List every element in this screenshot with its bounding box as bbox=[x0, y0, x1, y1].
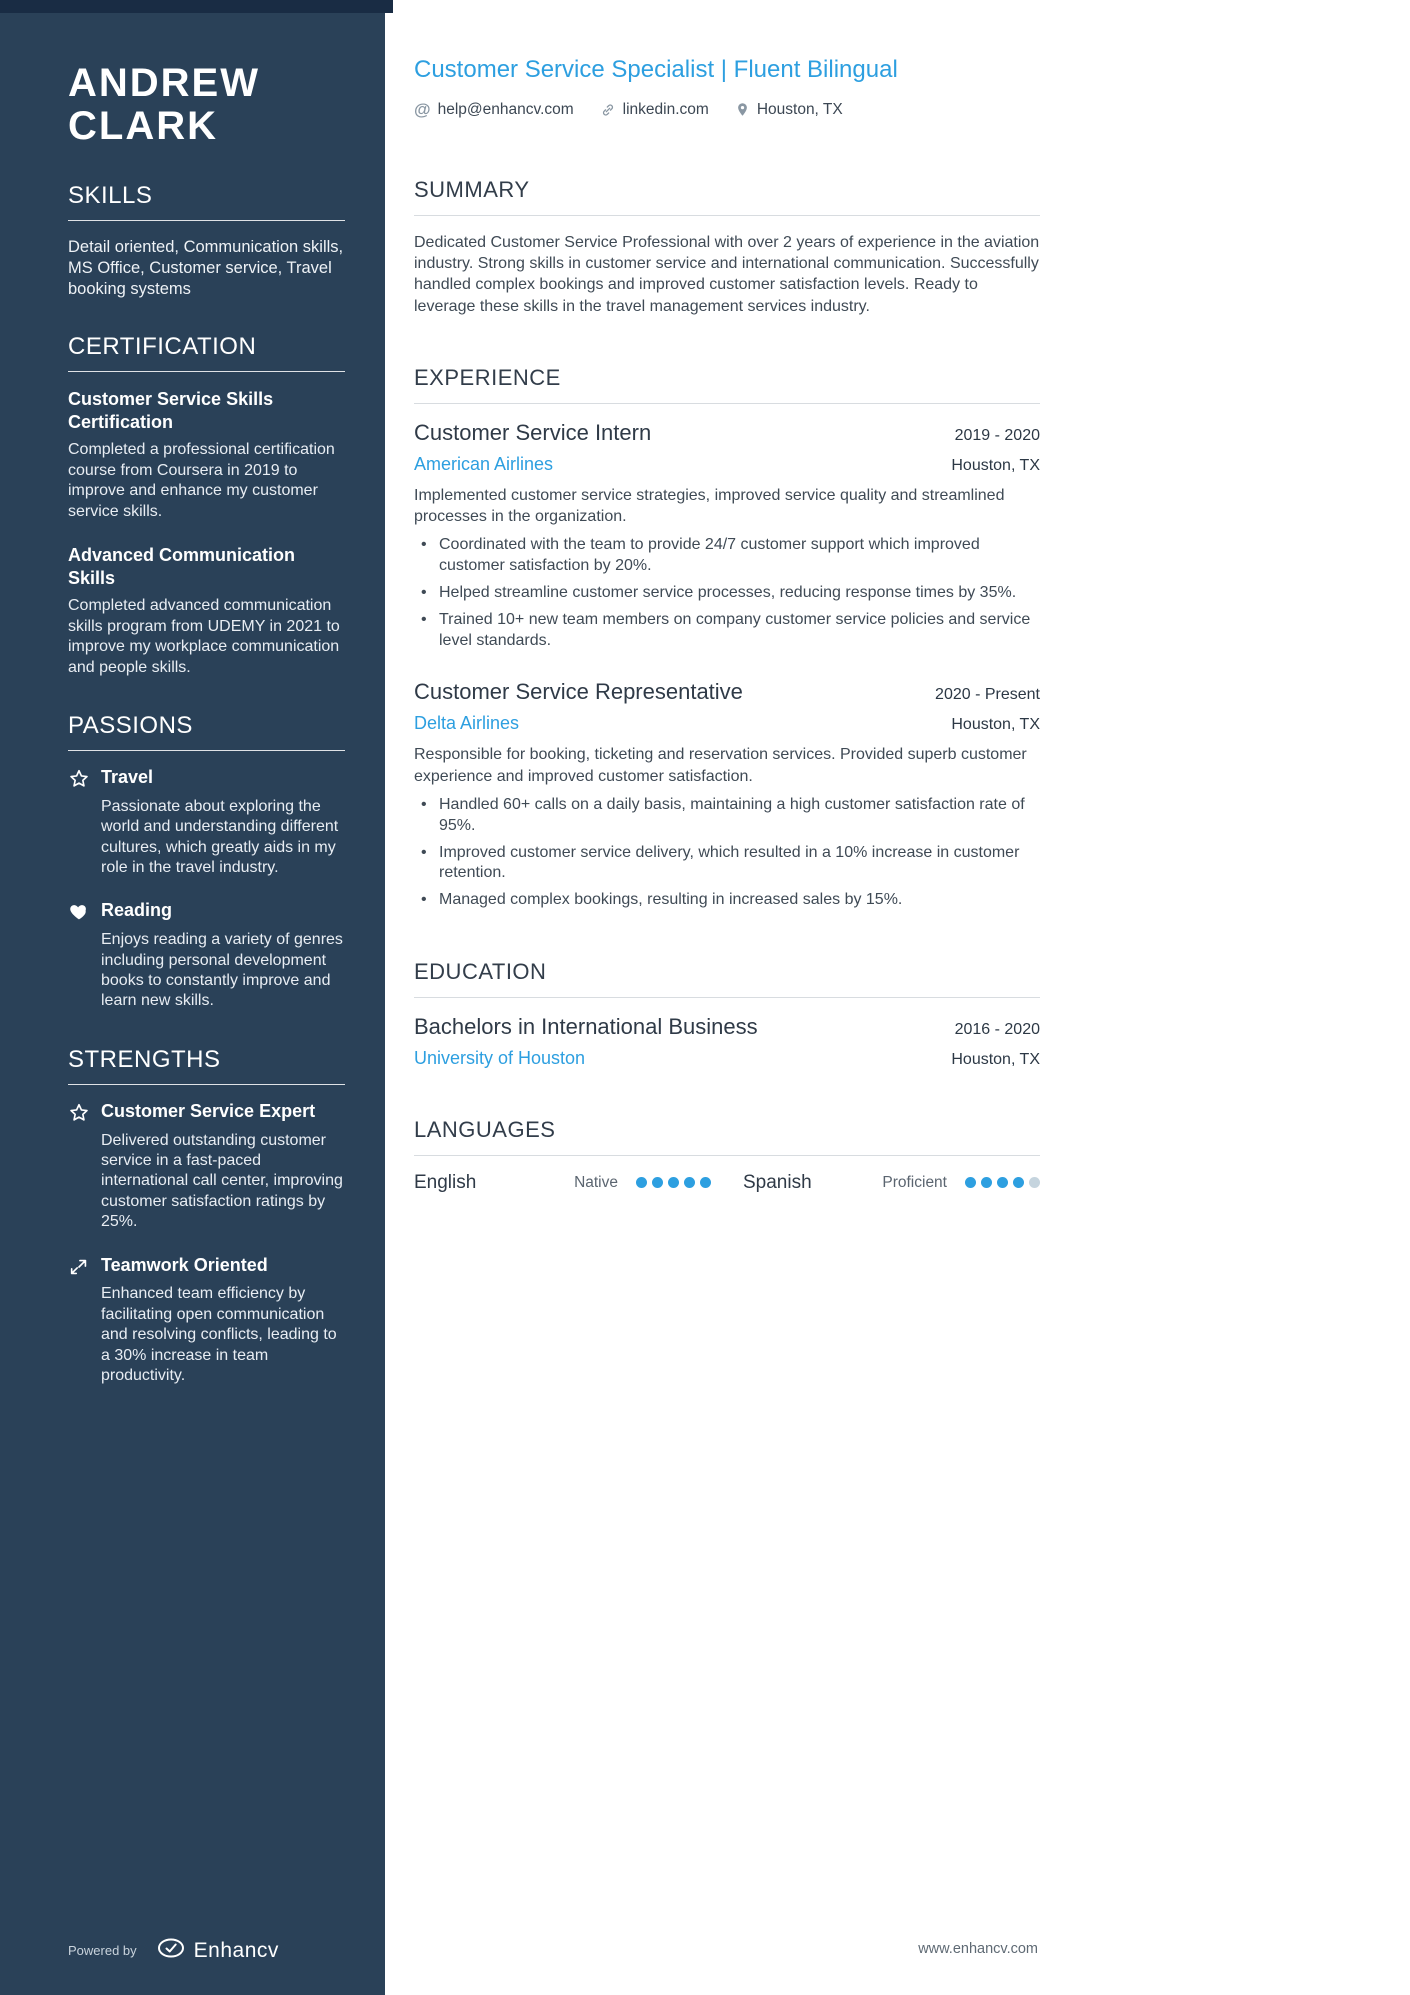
email-text: help@enhancv.com bbox=[437, 100, 574, 118]
job-company-row bbox=[414, 454, 1040, 475]
certification-description: Completed a professional certification course from Coursera in 2019 to improve and enhance my customer service skills. bbox=[68, 441, 335, 520]
job-bullet-list bbox=[414, 795, 1040, 911]
job-company-row bbox=[414, 713, 1040, 734]
job-bullet: • Coordinated with the team to provide 24/7 customer support which improved customer satisfaction by 20%. bbox=[414, 535, 1040, 577]
passion-title: Travel bbox=[101, 767, 154, 787]
section-summary bbox=[414, 177, 1040, 317]
section-languages bbox=[414, 1117, 1040, 1194]
rating-dot bbox=[965, 1177, 976, 1188]
passions-heading: PASSIONS bbox=[68, 712, 345, 751]
job-bullet: • Trained 10+ new team members on company customer service policies and service level standards. bbox=[414, 610, 1040, 652]
heart-icon bbox=[68, 900, 90, 1011]
passion-body bbox=[101, 900, 345, 1011]
certification-item bbox=[68, 388, 345, 522]
certification-item bbox=[68, 544, 345, 678]
location-pin-icon bbox=[735, 101, 750, 118]
job-summary: Responsible for booking, ticketing and reservation services. Provided superb customer experience and improved customer satisfaction. bbox=[414, 746, 1027, 785]
language-name: Spanish bbox=[743, 1171, 812, 1193]
enhancv-logo-icon bbox=[157, 1938, 185, 1963]
rating-dot bbox=[636, 1177, 647, 1188]
star-icon bbox=[68, 1101, 90, 1233]
linkedin-contact[interactable] bbox=[600, 101, 709, 119]
education-entry bbox=[414, 1014, 1040, 1069]
rating-dot bbox=[997, 1177, 1008, 1188]
link-icon bbox=[600, 102, 616, 118]
job-entry bbox=[414, 679, 1040, 911]
strengths-heading: STRENGTHS bbox=[68, 1046, 345, 1085]
education-dates: 2016 - 2020 bbox=[954, 1020, 1040, 1038]
job-dates: 2020 - Present bbox=[935, 686, 1040, 704]
resume-headline: Customer Service Specialist | Fluent Bilingual bbox=[414, 56, 898, 83]
main-column bbox=[385, 0, 1410, 1995]
education-school-row bbox=[414, 1048, 1040, 1069]
candidate-last-name: CLARK bbox=[68, 104, 218, 149]
language-item bbox=[743, 1172, 1040, 1194]
education-location: Houston, TX bbox=[951, 1050, 1040, 1068]
language-rating bbox=[636, 1177, 711, 1188]
education-heading: EDUCATION bbox=[414, 959, 1040, 998]
certification-description: Completed advanced communication skills program from UDEMY in 2021 to improve my workplace communication and people skills. bbox=[68, 597, 340, 676]
rating-dot bbox=[700, 1177, 711, 1188]
location-contact bbox=[735, 101, 843, 119]
rating-dot bbox=[1029, 1177, 1040, 1188]
section-education bbox=[414, 959, 1040, 1069]
job-summary: Implemented customer service strategies, improved service quality and streamlined processes in the organization. bbox=[414, 486, 1005, 526]
company-name: Delta Airlines bbox=[414, 713, 520, 734]
sidebar-top-strip bbox=[0, 0, 393, 13]
skills-heading: SKILLS bbox=[68, 182, 345, 221]
email-contact[interactable] bbox=[414, 101, 574, 119]
job-bullet: • Handled 60+ calls on a daily basis, maintaining a high customer satisfaction rate of 95%. bbox=[414, 795, 1040, 837]
powered-by-label: Powered by bbox=[68, 1943, 137, 1958]
strength-title: Customer Service Expert bbox=[101, 1100, 316, 1121]
candidate-name bbox=[68, 62, 345, 148]
strength-body bbox=[101, 1255, 345, 1387]
summary-text: Dedicated Customer Service Professional with over 2 years of experience in the aviation industry. Strong skills in customer service and international communication. Successfully handled complex bookings and improved customer satisfaction levels. Ready to leverage these skills in the travel management services industry. bbox=[414, 233, 1040, 315]
job-entry bbox=[414, 420, 1040, 652]
job-bullet: • Improved customer service delivery, which resulted in a 10% increase in customer retention. bbox=[414, 843, 1040, 885]
school-name: University of Houston bbox=[414, 1047, 586, 1068]
passion-description: Passionate about exploring the world and understanding different cultures, which greatly aids in my role in the travel industry. bbox=[101, 797, 339, 876]
language-name: English bbox=[414, 1171, 477, 1193]
passion-item bbox=[68, 900, 345, 1011]
strength-item bbox=[68, 1101, 345, 1233]
website-url[interactable]: www.enhancv.com bbox=[918, 1941, 1038, 1957]
linkedin-text: linkedin.com bbox=[622, 100, 709, 118]
certification-title: Advanced Communication Skills bbox=[68, 545, 296, 588]
at-icon: @ bbox=[414, 100, 431, 120]
experience-heading: EXPERIENCE bbox=[414, 365, 1040, 404]
contact-row bbox=[414, 101, 1040, 119]
job-location: Houston, TX bbox=[951, 456, 1040, 474]
job-bullet-list bbox=[414, 535, 1040, 651]
language-item bbox=[414, 1172, 711, 1194]
job-location: Houston, TX bbox=[951, 716, 1040, 734]
section-experience bbox=[414, 365, 1040, 911]
strength-title: Teamwork Oriented bbox=[101, 1254, 268, 1275]
job-dates: 2019 - 2020 bbox=[954, 426, 1040, 444]
enhancv-brand-name: Enhancv bbox=[193, 1938, 279, 1962]
language-level: Proficient bbox=[882, 1173, 947, 1191]
rating-dot bbox=[684, 1177, 695, 1188]
strength-description: Delivered outstanding customer service in a fast-paced international call center, improving customer satisfaction ratings by 25%. bbox=[101, 1131, 343, 1231]
certification-title: Customer Service Skills Certification bbox=[68, 389, 274, 432]
job-title-row bbox=[414, 420, 1040, 446]
strength-body bbox=[101, 1101, 345, 1233]
rating-dot bbox=[981, 1177, 992, 1188]
summary-heading: SUMMARY bbox=[414, 177, 1040, 216]
language-rating bbox=[965, 1177, 1040, 1188]
passion-description: Enjoys reading a variety of genres including personal development books to constantly improve and learn new skills. bbox=[101, 931, 343, 1010]
rating-dot bbox=[1013, 1177, 1024, 1188]
sidebar bbox=[0, 0, 385, 1995]
rating-dot bbox=[652, 1177, 663, 1188]
degree-title: Bachelors in International Business bbox=[414, 1013, 758, 1039]
sidebar-footer bbox=[68, 1938, 279, 1963]
star-icon bbox=[68, 767, 90, 878]
languages-row bbox=[414, 1172, 1040, 1194]
certification-heading: CERTIFICATION bbox=[68, 333, 345, 372]
strength-item bbox=[68, 1255, 345, 1387]
job-title: Customer Service Representative bbox=[414, 679, 743, 705]
job-bullet: • Helped streamline customer service processes, reducing response times by 35%. bbox=[414, 583, 1040, 604]
job-title: Customer Service Intern bbox=[414, 419, 652, 445]
strength-description: Enhanced team efficiency by facilitating open communication and resolving conflicts, leading to a 30% increase in team productivity. bbox=[101, 1285, 337, 1385]
passion-title: Reading bbox=[101, 900, 173, 921]
passion-body bbox=[101, 767, 345, 878]
language-level: Native bbox=[574, 1173, 618, 1191]
job-bullet: • Managed complex bookings, resulting in increased sales by 15%. bbox=[414, 890, 1040, 911]
passion-item bbox=[68, 767, 345, 878]
arrows-icon bbox=[68, 1255, 90, 1387]
job-title-row bbox=[414, 679, 1040, 705]
location-text: Houston, TX bbox=[756, 100, 843, 118]
education-title-row bbox=[414, 1014, 1040, 1040]
candidate-first-name: ANDREW bbox=[68, 61, 260, 105]
rating-dot bbox=[668, 1177, 679, 1188]
skills-text: Detail oriented, Communication skills, MS Office, Customer service, Travel booking systems bbox=[68, 238, 344, 298]
languages-heading: LANGUAGES bbox=[414, 1117, 1040, 1156]
company-name: American Airlines bbox=[414, 453, 554, 474]
